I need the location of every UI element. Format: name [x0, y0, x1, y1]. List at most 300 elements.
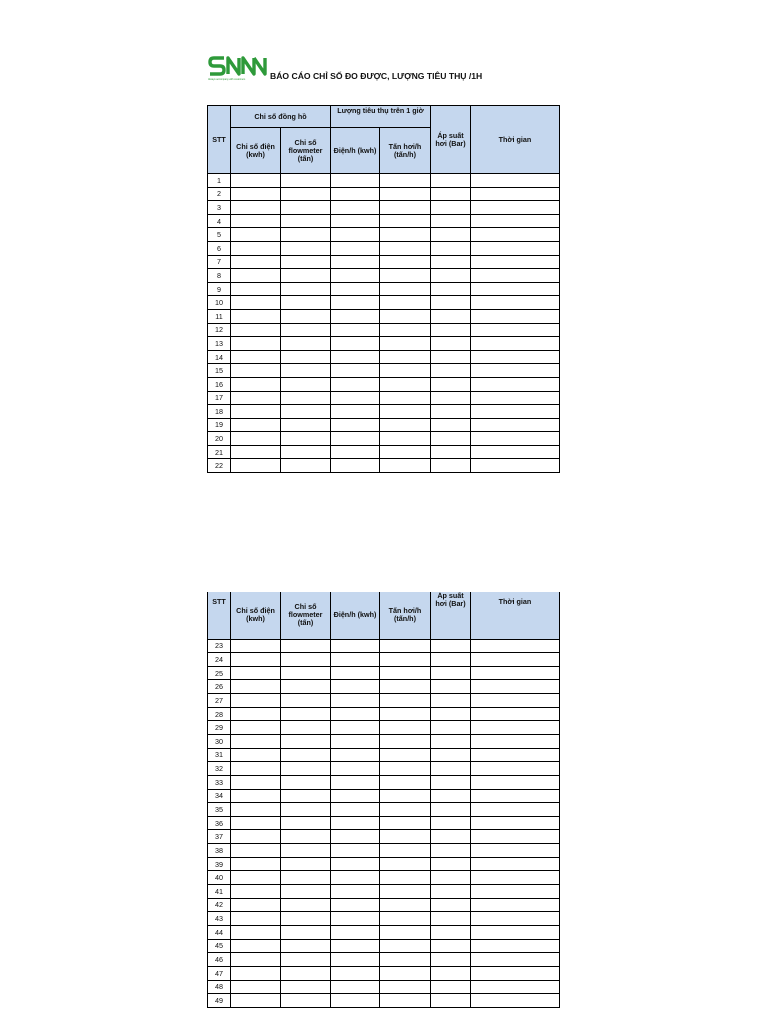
steam-pressure-cell[interactable]: [431, 707, 471, 721]
electric-index-cell[interactable]: [231, 228, 281, 242]
flowmeter-index-cell[interactable]: [281, 912, 331, 926]
electric-per-hour-cell[interactable]: [331, 871, 380, 885]
steam-per-hour-cell[interactable]: [380, 666, 431, 680]
steam-per-hour-cell[interactable]: [380, 432, 431, 446]
steam-per-hour-cell[interactable]: [380, 898, 431, 912]
time-cell[interactable]: [471, 201, 560, 215]
flowmeter-index-cell[interactable]: [281, 966, 331, 980]
steam-pressure-cell[interactable]: [431, 309, 471, 323]
flowmeter-index-cell[interactable]: [281, 980, 331, 994]
electric-index-cell[interactable]: [231, 830, 281, 844]
time-cell[interactable]: [471, 639, 560, 653]
electric-per-hour-cell[interactable]: [331, 377, 380, 391]
steam-pressure-cell[interactable]: [431, 734, 471, 748]
time-cell[interactable]: [471, 721, 560, 735]
time-cell[interactable]: [471, 187, 560, 201]
steam-pressure-cell[interactable]: [431, 377, 471, 391]
electric-per-hour-cell[interactable]: [331, 912, 380, 926]
time-cell[interactable]: [471, 653, 560, 667]
steam-pressure-cell[interactable]: [431, 666, 471, 680]
steam-per-hour-cell[interactable]: [380, 282, 431, 296]
electric-index-cell[interactable]: [231, 241, 281, 255]
steam-pressure-cell[interactable]: [431, 980, 471, 994]
flowmeter-index-cell[interactable]: [281, 803, 331, 817]
flowmeter-index-cell[interactable]: [281, 405, 331, 419]
steam-pressure-cell[interactable]: [431, 994, 471, 1008]
electric-per-hour-cell[interactable]: [331, 816, 380, 830]
steam-per-hour-cell[interactable]: [380, 653, 431, 667]
steam-pressure-cell[interactable]: [431, 432, 471, 446]
steam-per-hour-cell[interactable]: [380, 694, 431, 708]
steam-pressure-cell[interactable]: [431, 898, 471, 912]
steam-per-hour-cell[interactable]: [380, 391, 431, 405]
steam-per-hour-cell[interactable]: [380, 939, 431, 953]
electric-index-cell[interactable]: [231, 337, 281, 351]
electric-index-cell[interactable]: [231, 898, 281, 912]
time-cell[interactable]: [471, 803, 560, 817]
steam-pressure-cell[interactable]: [431, 939, 471, 953]
time-cell[interactable]: [471, 966, 560, 980]
time-cell[interactable]: [471, 377, 560, 391]
electric-per-hour-cell[interactable]: [331, 966, 380, 980]
electric-per-hour-cell[interactable]: [331, 803, 380, 817]
electric-index-cell[interactable]: [231, 816, 281, 830]
steam-per-hour-cell[interactable]: [380, 459, 431, 473]
time-cell[interactable]: [471, 391, 560, 405]
electric-per-hour-cell[interactable]: [331, 844, 380, 858]
electric-per-hour-cell[interactable]: [331, 680, 380, 694]
electric-per-hour-cell[interactable]: [331, 925, 380, 939]
steam-pressure-cell[interactable]: [431, 174, 471, 188]
electric-per-hour-cell[interactable]: [331, 734, 380, 748]
steam-per-hour-cell[interactable]: [380, 775, 431, 789]
steam-pressure-cell[interactable]: [431, 201, 471, 215]
time-cell[interactable]: [471, 953, 560, 967]
steam-per-hour-cell[interactable]: [380, 748, 431, 762]
time-cell[interactable]: [471, 214, 560, 228]
flowmeter-index-cell[interactable]: [281, 775, 331, 789]
electric-index-cell[interactable]: [231, 980, 281, 994]
electric-index-cell[interactable]: [231, 214, 281, 228]
steam-pressure-cell[interactable]: [431, 925, 471, 939]
electric-per-hour-cell[interactable]: [331, 994, 380, 1008]
steam-per-hour-cell[interactable]: [380, 418, 431, 432]
electric-index-cell[interactable]: [231, 939, 281, 953]
electric-index-cell[interactable]: [231, 269, 281, 283]
time-cell[interactable]: [471, 871, 560, 885]
electric-index-cell[interactable]: [231, 255, 281, 269]
steam-per-hour-cell[interactable]: [380, 214, 431, 228]
electric-index-cell[interactable]: [231, 405, 281, 419]
row-number-cell: 3: [208, 201, 231, 215]
flowmeter-index-cell[interactable]: [281, 953, 331, 967]
steam-per-hour-cell[interactable]: [380, 734, 431, 748]
steam-per-hour-cell[interactable]: [380, 337, 431, 351]
steam-pressure-cell[interactable]: [431, 296, 471, 310]
electric-index-cell[interactable]: [231, 653, 281, 667]
time-cell[interactable]: [471, 323, 560, 337]
flowmeter-index-cell[interactable]: [281, 255, 331, 269]
steam-pressure-cell[interactable]: [431, 364, 471, 378]
electric-per-hour-cell[interactable]: [331, 857, 380, 871]
electric-per-hour-cell[interactable]: [331, 214, 380, 228]
electric-index-cell[interactable]: [231, 201, 281, 215]
flowmeter-index-cell[interactable]: [281, 925, 331, 939]
flowmeter-index-cell[interactable]: [281, 898, 331, 912]
electric-index-cell[interactable]: [231, 459, 281, 473]
time-cell[interactable]: [471, 857, 560, 871]
flowmeter-index-cell[interactable]: [281, 350, 331, 364]
flowmeter-index-cell[interactable]: [281, 816, 331, 830]
time-cell[interactable]: [471, 885, 560, 899]
electric-index-cell[interactable]: [231, 187, 281, 201]
flowmeter-index-cell[interactable]: [281, 241, 331, 255]
steam-pressure-cell[interactable]: [431, 953, 471, 967]
electric-index-cell[interactable]: [231, 885, 281, 899]
steam-per-hour-cell[interactable]: [380, 680, 431, 694]
row-number-cell: 47: [208, 966, 231, 980]
time-cell[interactable]: [471, 707, 560, 721]
electric-index-cell[interactable]: [231, 912, 281, 926]
flowmeter-index-cell[interactable]: [281, 885, 331, 899]
electric-index-cell[interactable]: [231, 925, 281, 939]
electric-index-cell[interactable]: [231, 680, 281, 694]
steam-pressure-cell[interactable]: [431, 418, 471, 432]
steam-pressure-cell[interactable]: [431, 830, 471, 844]
steam-per-hour-cell[interactable]: [380, 296, 431, 310]
electric-per-hour-cell[interactable]: [331, 418, 380, 432]
time-cell[interactable]: [471, 994, 560, 1008]
time-cell[interactable]: [471, 309, 560, 323]
steam-pressure-cell[interactable]: [431, 269, 471, 283]
time-cell[interactable]: [471, 939, 560, 953]
table-row: [208, 857, 560, 871]
electric-index-cell[interactable]: [231, 174, 281, 188]
electric-per-hour-cell[interactable]: [331, 296, 380, 310]
steam-pressure-cell[interactable]: [431, 459, 471, 473]
electric-per-hour-cell[interactable]: [331, 187, 380, 201]
flowmeter-index-cell[interactable]: [281, 214, 331, 228]
steam-per-hour-cell[interactable]: [380, 405, 431, 419]
flowmeter-index-cell[interactable]: [281, 857, 331, 871]
steam-pressure-cell[interactable]: [431, 241, 471, 255]
steam-pressure-cell[interactable]: [431, 762, 471, 776]
company-logo: [208, 54, 270, 84]
flowmeter-index-cell[interactable]: [281, 748, 331, 762]
electric-index-cell[interactable]: [231, 966, 281, 980]
electric-index-cell[interactable]: [231, 734, 281, 748]
flowmeter-index-cell[interactable]: [281, 445, 331, 459]
steam-pressure-cell[interactable]: [431, 721, 471, 735]
flowmeter-index-cell[interactable]: [281, 174, 331, 188]
electric-index-cell[interactable]: [231, 296, 281, 310]
flowmeter-index-cell[interactable]: [281, 323, 331, 337]
steam-pressure-cell[interactable]: [431, 639, 471, 653]
electric-per-hour-cell[interactable]: [331, 323, 380, 337]
steam-pressure-cell[interactable]: [431, 350, 471, 364]
time-cell[interactable]: [471, 296, 560, 310]
electric-per-hour-cell[interactable]: [331, 830, 380, 844]
flowmeter-index-cell[interactable]: [281, 282, 331, 296]
flowmeter-index-cell[interactable]: [281, 459, 331, 473]
electric-per-hour-cell[interactable]: [331, 282, 380, 296]
flowmeter-index-cell[interactable]: [281, 269, 331, 283]
time-cell[interactable]: [471, 459, 560, 473]
steam-per-hour-cell[interactable]: [380, 255, 431, 269]
electric-index-cell[interactable]: [231, 694, 281, 708]
electric-per-hour-cell[interactable]: [331, 364, 380, 378]
electric-index-cell[interactable]: [231, 721, 281, 735]
time-cell[interactable]: [471, 241, 560, 255]
steam-pressure-cell[interactable]: [431, 323, 471, 337]
time-cell[interactable]: [471, 282, 560, 296]
time-cell[interactable]: [471, 830, 560, 844]
steam-per-hour-cell[interactable]: [380, 803, 431, 817]
flowmeter-index-cell[interactable]: [281, 309, 331, 323]
steam-per-hour-cell[interactable]: [380, 350, 431, 364]
electric-index-cell[interactable]: [231, 707, 281, 721]
electric-index-cell[interactable]: [231, 418, 281, 432]
steam-pressure-cell[interactable]: [431, 871, 471, 885]
steam-per-hour-cell[interactable]: [380, 885, 431, 899]
electric-index-cell[interactable]: [231, 789, 281, 803]
time-cell[interactable]: [471, 734, 560, 748]
electric-per-hour-cell[interactable]: [331, 445, 380, 459]
electric-per-hour-cell[interactable]: [331, 721, 380, 735]
time-cell[interactable]: [471, 680, 560, 694]
flowmeter-index-cell[interactable]: [281, 994, 331, 1008]
electric-per-hour-cell[interactable]: [331, 953, 380, 967]
electric-per-hour-cell[interactable]: [331, 174, 380, 188]
electric-index-cell[interactable]: [231, 666, 281, 680]
electric-index-cell[interactable]: [231, 282, 281, 296]
electric-per-hour-cell[interactable]: [331, 666, 380, 680]
steam-pressure-cell[interactable]: [431, 816, 471, 830]
time-cell[interactable]: [471, 269, 560, 283]
time-cell[interactable]: [471, 405, 560, 419]
steam-pressure-cell[interactable]: [431, 653, 471, 667]
steam-pressure-cell[interactable]: [431, 391, 471, 405]
electric-per-hour-cell[interactable]: [331, 405, 380, 419]
flowmeter-index-cell[interactable]: [281, 734, 331, 748]
steam-pressure-cell[interactable]: [431, 255, 471, 269]
steam-per-hour-cell[interactable]: [380, 201, 431, 215]
steam-per-hour-cell[interactable]: [380, 966, 431, 980]
steam-per-hour-cell[interactable]: [380, 323, 431, 337]
steam-per-hour-cell[interactable]: [380, 994, 431, 1008]
electric-index-cell[interactable]: [231, 639, 281, 653]
steam-per-hour-cell[interactable]: [380, 762, 431, 776]
steam-pressure-cell[interactable]: [431, 680, 471, 694]
electric-index-cell[interactable]: [231, 994, 281, 1008]
time-cell[interactable]: [471, 666, 560, 680]
electric-index-cell[interactable]: [231, 350, 281, 364]
electric-index-cell[interactable]: [231, 857, 281, 871]
table-row: [208, 912, 560, 926]
time-cell[interactable]: [471, 898, 560, 912]
electric-per-hour-cell[interactable]: [331, 980, 380, 994]
electric-index-cell[interactable]: [231, 377, 281, 391]
steam-per-hour-cell[interactable]: [380, 241, 431, 255]
steam-pressure-cell[interactable]: [431, 228, 471, 242]
time-cell[interactable]: [471, 337, 560, 351]
flowmeter-index-cell[interactable]: [281, 639, 331, 653]
steam-per-hour-cell[interactable]: [380, 377, 431, 391]
electric-per-hour-cell[interactable]: [331, 707, 380, 721]
flowmeter-index-cell[interactable]: [281, 432, 331, 446]
time-cell[interactable]: [471, 228, 560, 242]
electric-index-cell[interactable]: [231, 391, 281, 405]
steam-per-hour-cell[interactable]: [380, 844, 431, 858]
steam-pressure-cell[interactable]: [431, 445, 471, 459]
electric-per-hour-cell[interactable]: [331, 762, 380, 776]
electric-per-hour-cell[interactable]: [331, 694, 380, 708]
electric-index-cell[interactable]: [231, 775, 281, 789]
steam-pressure-cell[interactable]: [431, 748, 471, 762]
time-cell[interactable]: [471, 775, 560, 789]
electric-per-hour-cell[interactable]: [331, 885, 380, 899]
electric-per-hour-cell[interactable]: [331, 241, 380, 255]
steam-per-hour-cell[interactable]: [380, 789, 431, 803]
flowmeter-index-cell[interactable]: [281, 296, 331, 310]
flowmeter-index-cell[interactable]: [281, 939, 331, 953]
electric-per-hour-cell[interactable]: [331, 639, 380, 653]
steam-pressure-cell[interactable]: [431, 803, 471, 817]
time-cell[interactable]: [471, 980, 560, 994]
time-cell[interactable]: [471, 432, 560, 446]
flowmeter-index-cell[interactable]: [281, 762, 331, 776]
steam-pressure-cell[interactable]: [431, 912, 471, 926]
electric-per-hour-cell[interactable]: [331, 939, 380, 953]
steam-pressure-cell[interactable]: [431, 775, 471, 789]
steam-pressure-cell[interactable]: [431, 844, 471, 858]
steam-per-hour-cell[interactable]: [380, 871, 431, 885]
electric-per-hour-cell[interactable]: [331, 775, 380, 789]
steam-pressure-cell[interactable]: [431, 282, 471, 296]
steam-pressure-cell[interactable]: [431, 214, 471, 228]
flowmeter-index-cell[interactable]: [281, 201, 331, 215]
flowmeter-index-cell[interactable]: [281, 830, 331, 844]
steam-pressure-cell[interactable]: [431, 694, 471, 708]
steam-per-hour-cell[interactable]: [380, 953, 431, 967]
flowmeter-index-cell[interactable]: [281, 721, 331, 735]
flowmeter-index-cell[interactable]: [281, 364, 331, 378]
flowmeter-index-cell[interactable]: [281, 707, 331, 721]
steam-per-hour-cell[interactable]: [380, 309, 431, 323]
time-cell[interactable]: [471, 762, 560, 776]
steam-pressure-cell[interactable]: [431, 966, 471, 980]
time-cell[interactable]: [471, 364, 560, 378]
electric-index-cell[interactable]: [231, 323, 281, 337]
electric-index-cell[interactable]: [231, 445, 281, 459]
steam-pressure-cell[interactable]: [431, 789, 471, 803]
electric-per-hour-cell[interactable]: [331, 898, 380, 912]
time-cell[interactable]: [471, 789, 560, 803]
flowmeter-index-cell[interactable]: [281, 789, 331, 803]
electric-per-hour-cell[interactable]: [331, 228, 380, 242]
electric-index-cell[interactable]: [231, 844, 281, 858]
steam-per-hour-cell[interactable]: [380, 830, 431, 844]
flowmeter-index-cell[interactable]: [281, 418, 331, 432]
time-cell[interactable]: [471, 255, 560, 269]
steam-per-hour-cell[interactable]: [380, 816, 431, 830]
steam-pressure-cell[interactable]: [431, 405, 471, 419]
time-cell[interactable]: [471, 925, 560, 939]
steam-per-hour-cell[interactable]: [380, 980, 431, 994]
electric-per-hour-cell[interactable]: [331, 748, 380, 762]
time-cell[interactable]: [471, 912, 560, 926]
flowmeter-index-cell[interactable]: [281, 653, 331, 667]
electric-per-hour-cell[interactable]: [331, 350, 380, 364]
steam-pressure-cell[interactable]: [431, 337, 471, 351]
flowmeter-index-cell[interactable]: [281, 680, 331, 694]
steam-per-hour-cell[interactable]: [380, 174, 431, 188]
steam-per-hour-cell[interactable]: [380, 857, 431, 871]
electric-per-hour-cell[interactable]: [331, 432, 380, 446]
steam-per-hour-cell[interactable]: [380, 187, 431, 201]
steam-per-hour-cell[interactable]: [380, 925, 431, 939]
flowmeter-index-cell[interactable]: [281, 377, 331, 391]
flowmeter-index-cell[interactable]: [281, 228, 331, 242]
time-cell[interactable]: [471, 816, 560, 830]
electric-per-hour-cell[interactable]: [331, 201, 380, 215]
electric-per-hour-cell[interactable]: [331, 653, 380, 667]
flowmeter-index-cell[interactable]: [281, 666, 331, 680]
steam-per-hour-cell[interactable]: [380, 707, 431, 721]
flowmeter-index-cell[interactable]: [281, 187, 331, 201]
electric-index-cell[interactable]: [231, 803, 281, 817]
electric-index-cell[interactable]: [231, 748, 281, 762]
electric-per-hour-cell[interactable]: [331, 337, 380, 351]
time-cell[interactable]: [471, 844, 560, 858]
table-row: [208, 816, 560, 830]
electric-index-cell[interactable]: [231, 364, 281, 378]
electric-per-hour-cell[interactable]: [331, 459, 380, 473]
flowmeter-index-cell[interactable]: [281, 871, 331, 885]
flowmeter-index-cell[interactable]: [281, 694, 331, 708]
steam-per-hour-cell[interactable]: [380, 228, 431, 242]
electric-per-hour-cell[interactable]: [331, 391, 380, 405]
electric-per-hour-cell[interactable]: [331, 255, 380, 269]
electric-index-cell[interactable]: [231, 953, 281, 967]
steam-per-hour-cell[interactable]: [380, 445, 431, 459]
electric-index-cell[interactable]: [231, 762, 281, 776]
electric-per-hour-cell[interactable]: [331, 269, 380, 283]
steam-per-hour-cell[interactable]: [380, 639, 431, 653]
steam-pressure-cell[interactable]: [431, 885, 471, 899]
time-cell[interactable]: [471, 748, 560, 762]
electric-index-cell[interactable]: [231, 432, 281, 446]
steam-pressure-cell[interactable]: [431, 857, 471, 871]
steam-per-hour-cell[interactable]: [380, 912, 431, 926]
time-cell[interactable]: [471, 445, 560, 459]
flowmeter-index-cell[interactable]: [281, 337, 331, 351]
time-cell[interactable]: [471, 694, 560, 708]
flowmeter-index-cell[interactable]: [281, 391, 331, 405]
steam-pressure-cell[interactable]: [431, 187, 471, 201]
time-cell[interactable]: [471, 350, 560, 364]
electric-index-cell[interactable]: [231, 309, 281, 323]
electric-per-hour-cell[interactable]: [331, 789, 380, 803]
steam-per-hour-cell[interactable]: [380, 364, 431, 378]
steam-per-hour-cell[interactable]: [380, 269, 431, 283]
steam-per-hour-cell[interactable]: [380, 721, 431, 735]
electric-index-cell[interactable]: [231, 871, 281, 885]
time-cell[interactable]: [471, 174, 560, 188]
flowmeter-index-cell[interactable]: [281, 844, 331, 858]
time-cell[interactable]: [471, 418, 560, 432]
electric-per-hour-cell[interactable]: [331, 309, 380, 323]
